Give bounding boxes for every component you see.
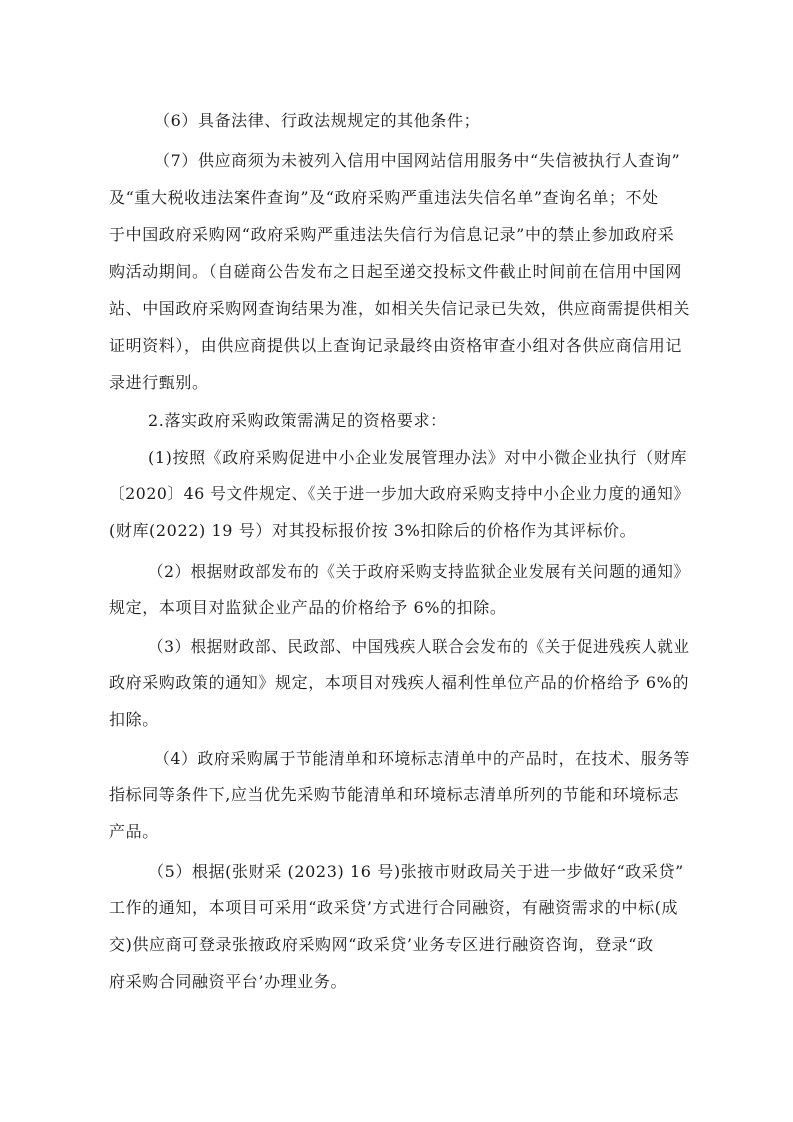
- text-line: 〔2020〕46 号文件规定、《关于进一步加大政府采购支持中小企业力度的通知》: [109, 484, 690, 503]
- section-heading: 2.落实政府采购政策需满足的资格要求：: [148, 411, 447, 430]
- text-line: 录进行甄别。: [109, 373, 209, 392]
- text-line: （7）供应商须为未被列入信用中国网站信用服务中“失信被执行人查询”: [154, 151, 681, 170]
- text-line: 政府采购政策的通知》规定，本项目对残疾人福利性单位产品的价格给予 6%的: [109, 673, 690, 692]
- text-line: （2）根据财政部发布的《关于政府采购支持监狱企业发展有关问题的通知》: [148, 562, 690, 581]
- text-line: （4）政府采购属于节能清单和环境标志清单中的产品时，在技术、服务等: [154, 749, 690, 768]
- text-line: 产品。: [109, 822, 159, 841]
- text-line: 购活动期间。（自磋商公告发布之日起至递交投标文件截止时间前在信用中国网: [109, 262, 683, 281]
- text-line: 指标同等条件下,应当优先采购节能清单和环境标志清单所列的节能和环境标志: [109, 785, 680, 804]
- text-line: （6）具备法律、行政法规规定的其他条件；: [154, 111, 481, 130]
- text-line: (财库(2022) 19 号）对其投标报价按 3%扣除后的价格作为其评标价。: [109, 521, 637, 540]
- text-line: 扣除。: [109, 710, 159, 729]
- text-line: 证明资料），由供应商提供以上查询记录最终由资格审查小组对各供应商信用记: [109, 336, 683, 355]
- text-line: 规定，本项目对监狱企业产品的价格给予 6%的扣除。: [109, 598, 507, 617]
- text-line: 于中国政府采购网“政府采购严重违法失信行为信息记录”中的禁止参加政府采: [109, 225, 675, 244]
- text-line: (1)按照《政府采购促进中小企业发展管理办法》对中小微企业执行（财库: [148, 448, 688, 467]
- text-line: 府采购合同融资平台’办理业务。: [109, 972, 348, 991]
- text-line: （3）根据财政部、民政部、中国残疾人联合会发布的《关于促进残疾人就业: [148, 637, 690, 656]
- text-line: 工作的通知，本项目可采用“政采贷’方式进行合同融资，有融资需求的中标(成: [109, 898, 679, 917]
- text-line: 及“重大税收违法案件查询”及“政府采购严重违法失信名单”查询名单；不处: [109, 188, 659, 207]
- text-line: 交)供应商可登录张掖政府采购网“政采贷’业务专区进行融资咨询，登录“政: [109, 935, 654, 954]
- text-line: （5）根据(张财采 (2023) 16 号)张掖市财政局关于进一步做好“政采贷”: [148, 862, 684, 881]
- text-line: 站、中国政府采购网查询结果为准，如相关失信记录已失效，供应商需提供相关: [109, 299, 691, 318]
